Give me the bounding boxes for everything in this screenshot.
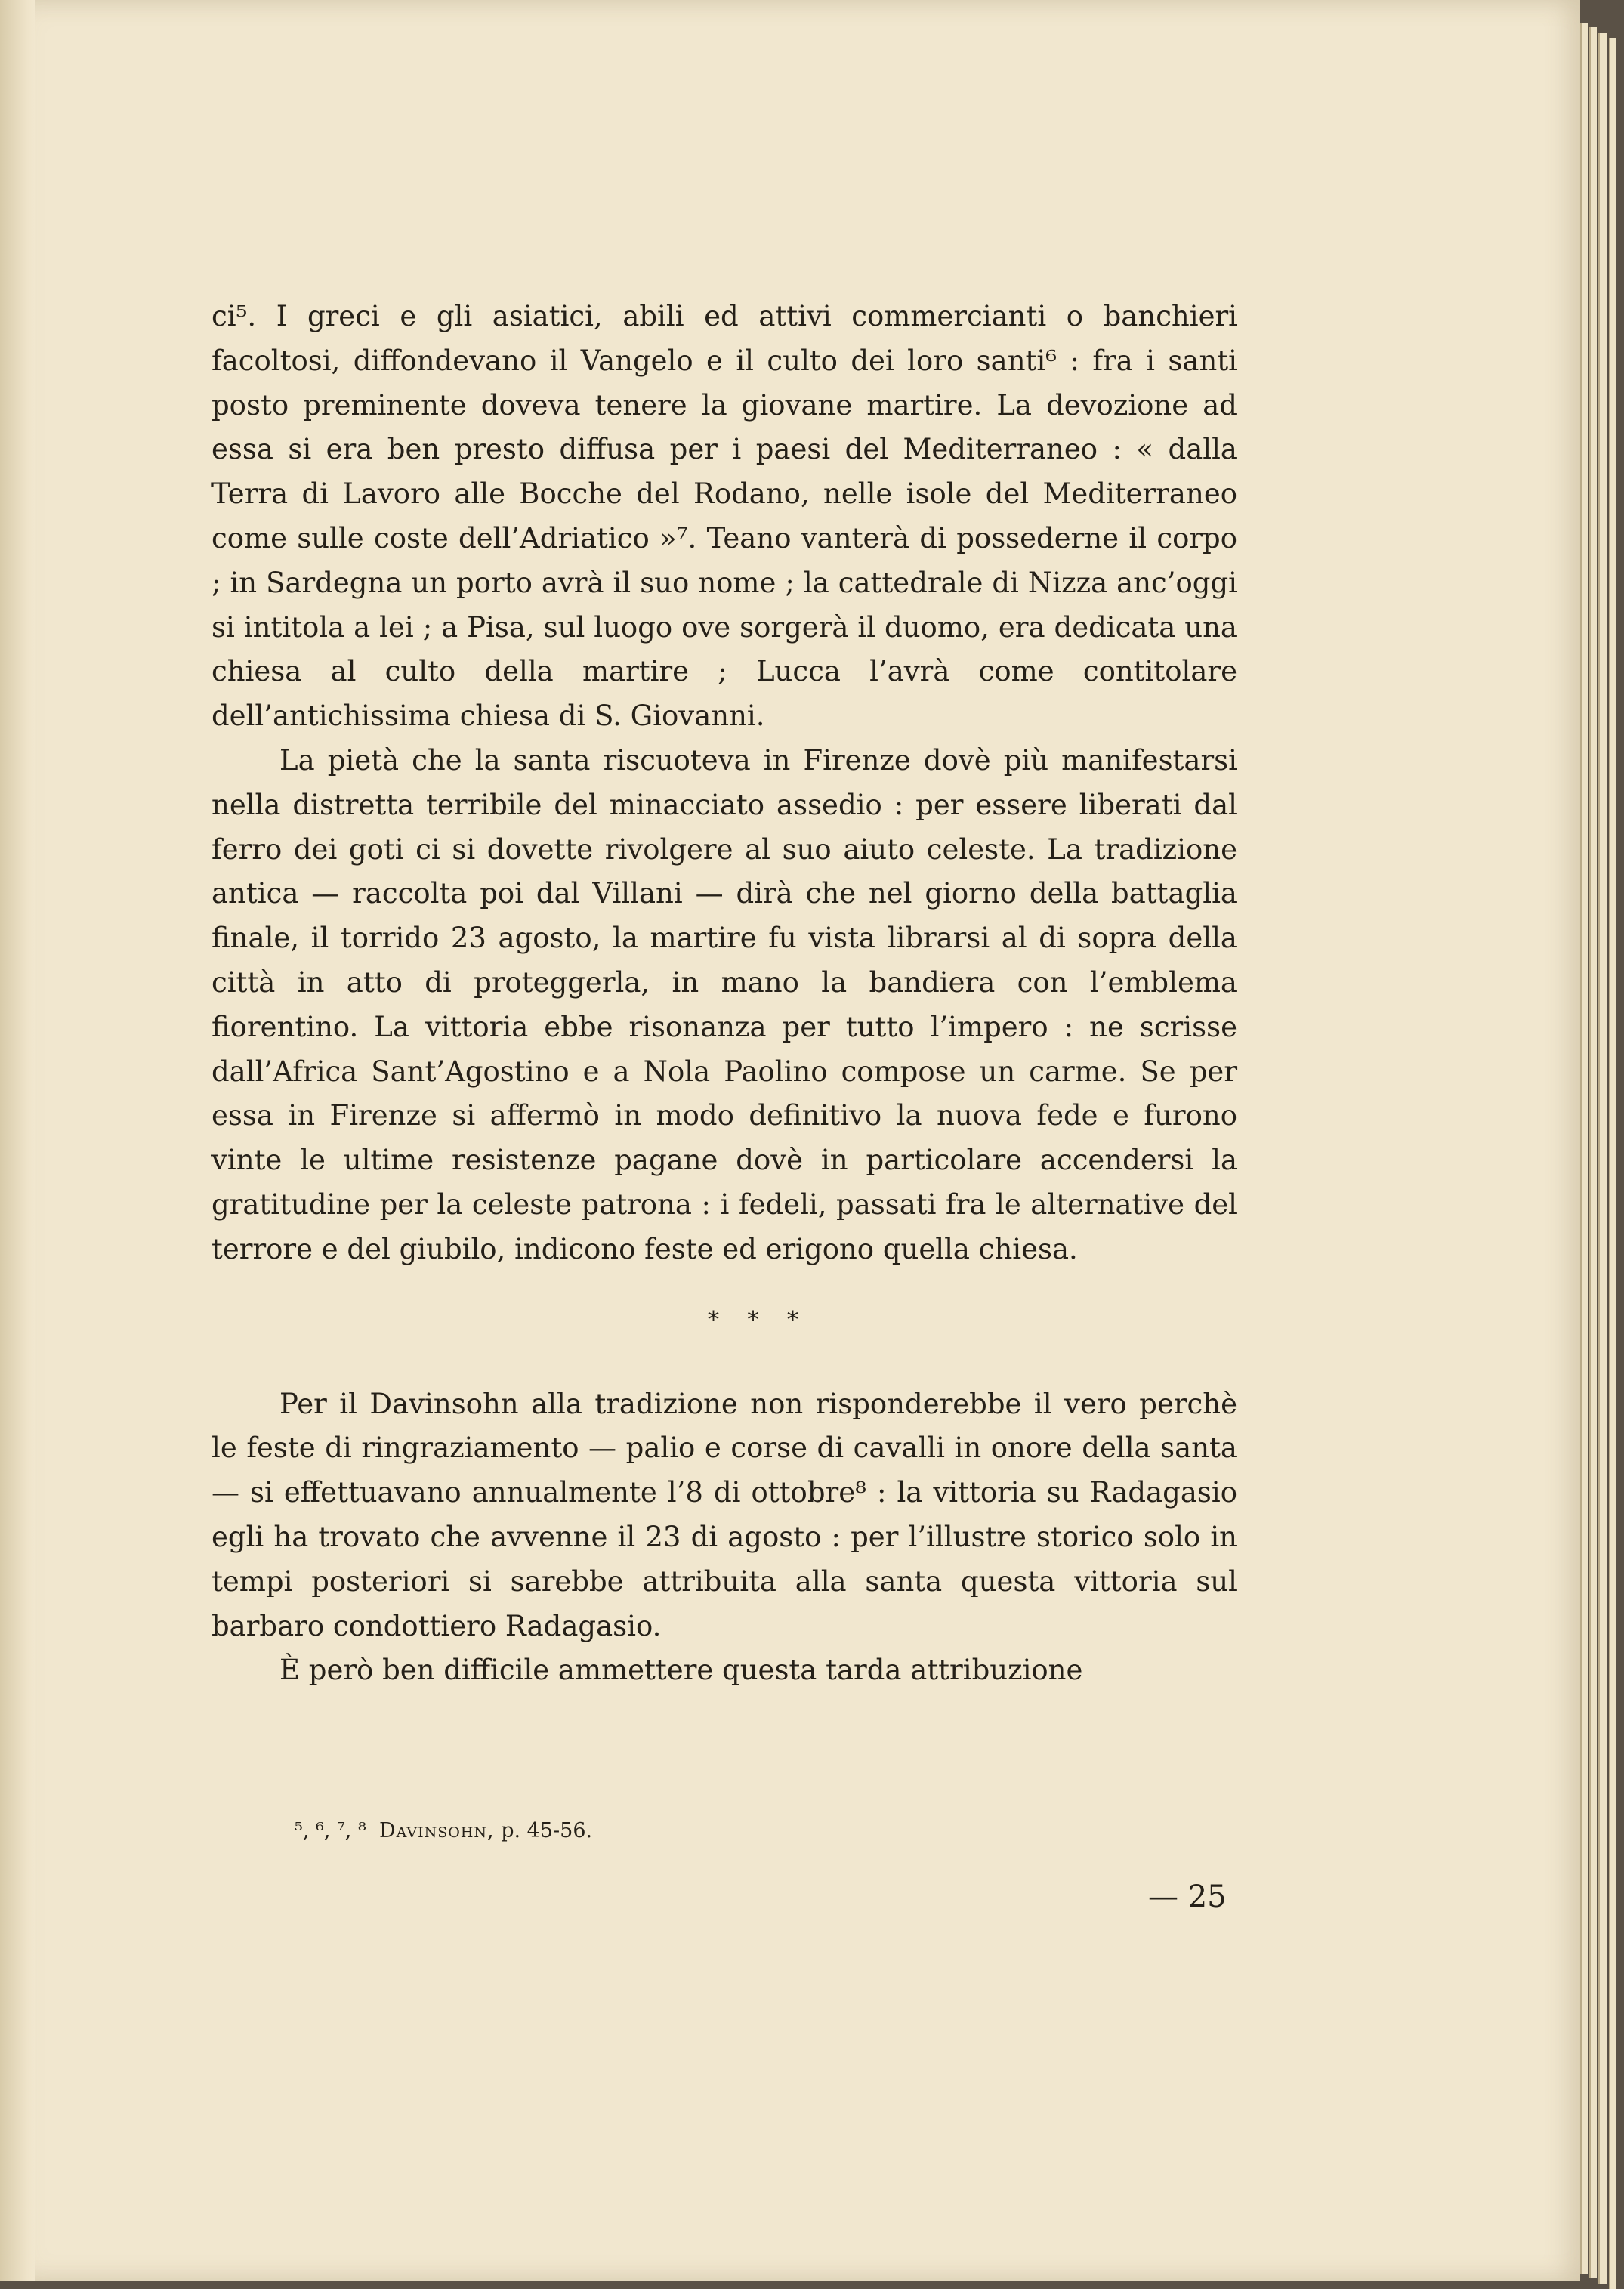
paragraph-2: La pietà che la santa riscuoteva in Firenze dovè più manifestarsi nella distretta terribile del minacciato assedio : per essere liberati dal ferro dei goti ci si dovette rivolgere al suo aiuto celeste. La tradizione antica — raccolta poi dal Villani — dirà che nel giorno della battaglia finale, il torrido 23 agosto, la martire fu vista librarsi al di sopra della città in atto di proteggerla, in mano la bandiera con l’emblema fiorentino. La vittoria ebbe risonanza per tutto l’impero : ne scrisse dall’Africa Sant’Agostino e a Nola Paolino compose un carme. Se per essa in Firenze si affermò in modo definitivo la nuova fede e furono vinte le ultime resistenze pagane dovè in particolare accendersi la gratitudine per la celeste patrona : i fedeli, passati fra le alternative del terrore e del giubilo, indicono feste ed erigono quella chiesa. bbox=[211, 743, 1237, 1265]
page-edge bbox=[1589, 27, 1597, 2278]
page-edge bbox=[1609, 38, 1616, 2289]
page-edge bbox=[1580, 23, 1588, 2274]
page-number: — 25 bbox=[1148, 1880, 1227, 1914]
paragraph-3: Per il Davinsohn alla tradizione non risponderebbe il vero perchè le feste di ringraziamento — palio e corse di cavalli in onore della santa — si effettuavano annualmente l’8 di ottobre⁸ : la vittoria su Radagasio egli ha trovato che avvenne il 23 di agosto : per l’illustre storico solo in tempi posteriori si sarebbe attribuita alla santa questa vittoria sul barbaro condottiero Radagasio. bbox=[211, 1387, 1237, 1642]
section-separator: * * * bbox=[707, 1306, 810, 1333]
footnote-refs: ⁵, ⁶, ⁷, ⁸ bbox=[295, 1819, 366, 1843]
body-text bbox=[211, 295, 1237, 1693]
page-gutter bbox=[0, 0, 35, 2281]
paragraph-1: ci⁵. I greci e gli asiatici, abili ed attivi commercianti o banchieri facoltosi, diffondevano il Vangelo e il culto dei loro santi⁶ : fra i santi posto preminente doveva tenere la giovane martire. La devozione ad essa si era ben presto diffusa per i paesi del Mediterraneo : « dalla Terra di Lavoro alle Bocche del Rodano, nelle isole del Mediterraneo come sulle coste dell’Adriatico »⁷. Teano vanterà di possederne il corpo ; in Sardegna un porto avrà il suo nome ; la cattedrale di Nizza anc’oggi si intitola a lei ; a Pisa, sul luogo ove sorgerà il duomo, era dedicata una chiesa al culto della martire ; Lucca l’avrà come contitolare dell’antichissima chiesa di S. Giovanni. bbox=[211, 300, 1237, 733]
footnote bbox=[295, 1819, 592, 1843]
footnote-pages: p. 45-56. bbox=[501, 1819, 593, 1843]
footnote-author: Davinsohn, bbox=[378, 1819, 495, 1843]
paragraph-4: È però ben difficile ammettere questa tarda attribuzione bbox=[279, 1654, 1083, 1687]
page-edge bbox=[1598, 33, 1607, 2284]
